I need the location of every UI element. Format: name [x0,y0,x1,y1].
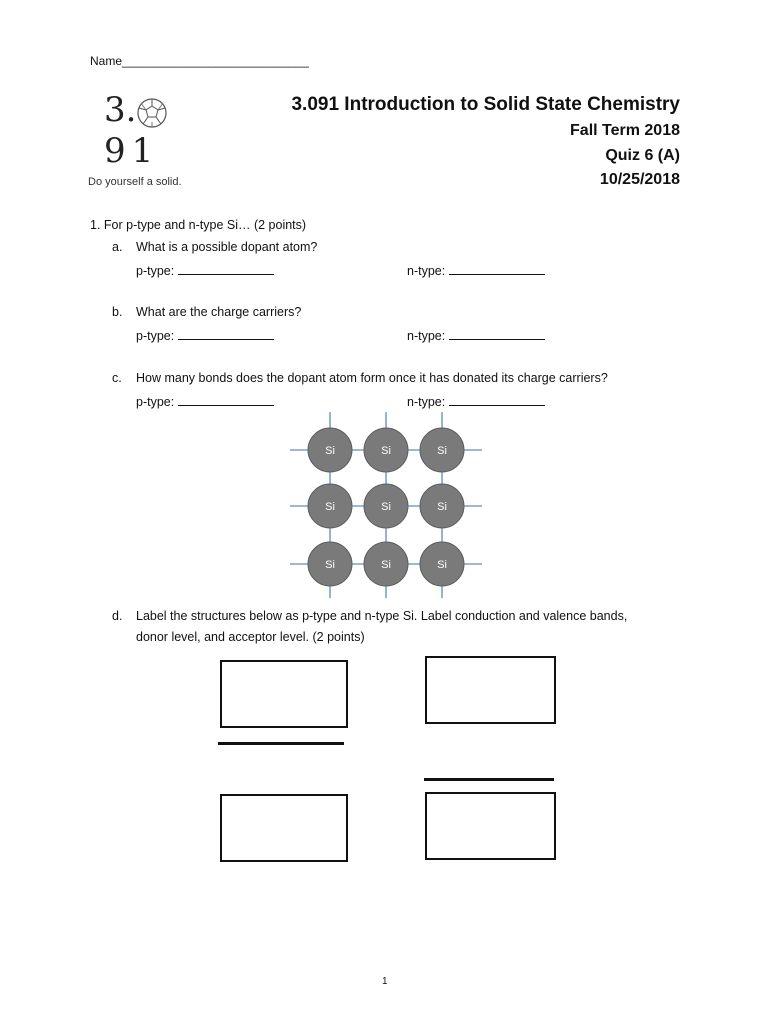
answer-blank[interactable] [178,327,274,340]
part-a-question: What is a possible dopant atom? [136,240,318,254]
si-atom-label: Si [437,501,447,513]
si-atom [420,484,464,528]
n-type-label: n-type: [407,329,446,343]
part-b-question: What are the charge carriers? [136,305,302,319]
valence-band-box-right[interactable] [425,792,556,860]
part-c-letter: c. [112,371,122,385]
logo-text-bottom: 91 [104,131,160,171]
si-atom [308,428,352,472]
si-atom [364,542,408,586]
term-label: Fall Term 2018 [570,122,680,139]
part-c-question: How many bonds does the dopant atom form once it has donated its charge carriers? [136,371,608,385]
course-title: 3.091 Introduction to Solid State Chemistry [291,94,680,115]
p-type-label: p-type: [136,264,175,278]
answer-blank[interactable] [178,393,274,406]
si-atom-label: Si [381,445,391,457]
si-atom-label: Si [325,445,335,457]
part-b-letter: b. [112,305,123,319]
answer-blank[interactable] [449,327,545,340]
part-c-p-type-answer[interactable] [136,393,274,409]
si-atom [364,484,408,528]
quiz-label: Quiz 6 (A) [605,147,680,164]
si-atom-label: Si [381,501,391,513]
part-a-n-type-answer[interactable] [407,262,545,278]
answer-blank[interactable] [449,393,545,406]
si-atom [308,484,352,528]
part-b-p-type-answer[interactable] [136,327,274,343]
valence-band-box-left[interactable] [220,794,348,862]
date-label: 10/25/2018 [599,171,680,188]
part-d-question-line2: donor level, and acceptor level. (2 points) [136,630,365,644]
question-1-prompt: 1. For p-type and n-type Si… (2 points) [90,218,307,232]
conduction-band-box-left[interactable] [220,660,348,728]
p-type-label: p-type: [136,329,175,343]
name-field[interactable] [90,54,309,68]
level-line-left [218,742,344,745]
name-label: Name [90,54,123,68]
si-atom-label: Si [325,501,335,513]
conduction-band-box-right[interactable] [425,656,556,724]
si-atom [308,542,352,586]
part-d-letter: d. [112,609,123,623]
si-atom-label: Si [381,559,391,571]
si-atom-label: Si [437,559,447,571]
fullerene-logo-icon [136,97,168,129]
answer-blank[interactable] [178,262,274,275]
si-atom [420,428,464,472]
si-atom-label: Si [437,445,447,457]
part-b-n-type-answer[interactable] [407,327,545,343]
n-type-label: n-type: [407,395,446,409]
level-line-right [424,778,554,781]
answer-blank[interactable] [449,262,545,275]
name-blank: ____________________________ [122,54,309,68]
part-d-question-line1: Label the structures below as p-type and n-type Si. Label conduction and valence bands, [136,609,628,623]
si-atom-label: Si [325,559,335,571]
silicon-lattice-diagram [286,410,486,600]
part-c-n-type-answer[interactable] [407,393,545,409]
logo-tagline: Do yourself a solid. [88,176,182,188]
n-type-label: n-type: [407,264,446,278]
si-atom [364,428,408,472]
p-type-label: p-type: [136,395,175,409]
part-a-letter: a. [112,240,123,254]
page-number: 1 [382,976,388,987]
si-atom [420,542,464,586]
logo-text-top: 3. [104,90,137,130]
part-a-p-type-answer[interactable] [136,262,274,278]
